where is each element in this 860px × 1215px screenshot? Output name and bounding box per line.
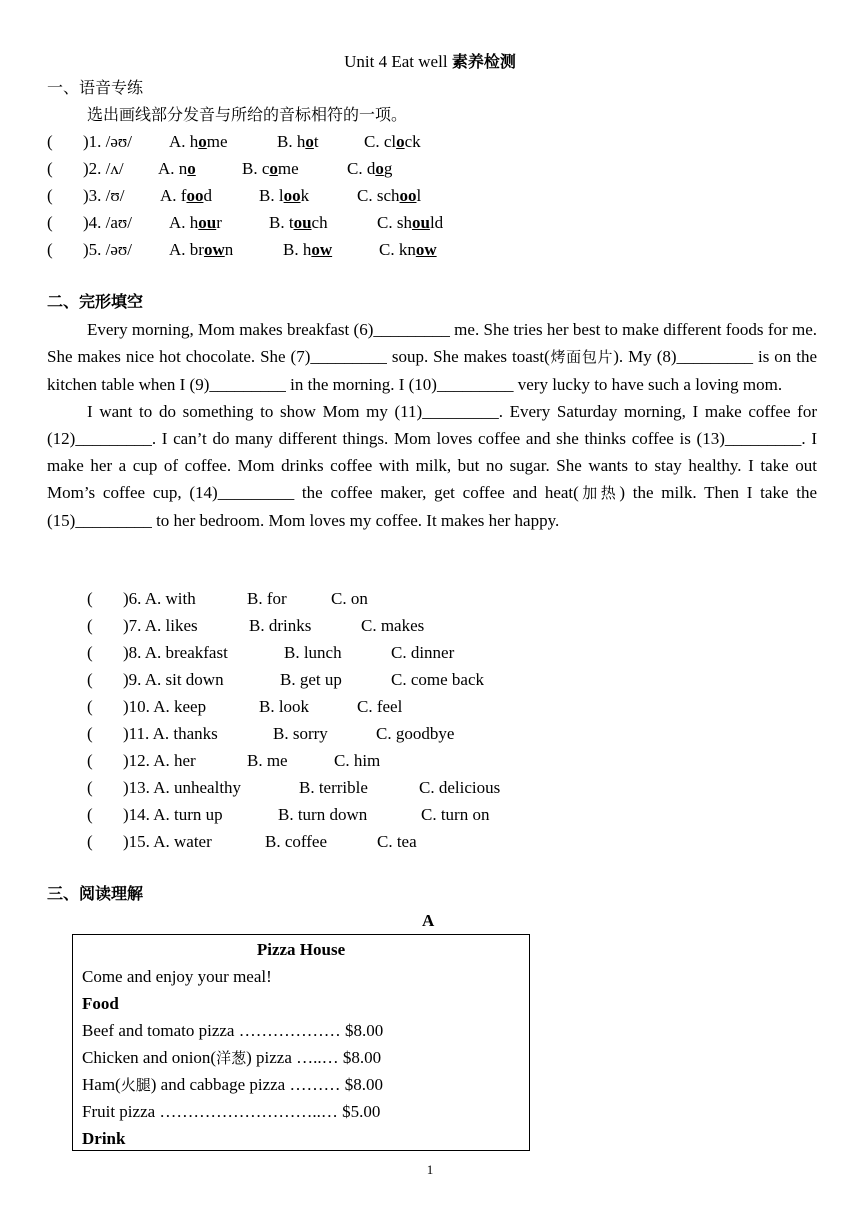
menu-item-text: Chicken and onion( — [82, 1048, 217, 1067]
option-b: B. look — [259, 697, 310, 716]
option-c: C. come back — [391, 670, 484, 689]
option-text: A. h — [169, 132, 199, 151]
passage-text: is on the kitchen table when I (9) — [47, 347, 817, 394]
passage-text: ) the milk. Then I take the (15) — [47, 483, 817, 530]
menu-title: Pizza House — [256, 940, 346, 959]
passage-text: soup. She makes toast( — [386, 347, 550, 366]
option-a: )9. A. sit down — [123, 670, 224, 689]
question-number: )2. /ʌ/ — [83, 159, 124, 178]
cloze-option-row — [0, 832, 860, 852]
cloze-option-row — [0, 643, 860, 663]
answer-bracket: ( — [87, 805, 93, 824]
option-b: B. lunch — [284, 643, 342, 662]
cloze-option-row — [0, 751, 860, 771]
underlined-letters: ow — [415, 240, 437, 259]
underlined-letters: oo — [399, 186, 417, 205]
menu-item — [82, 1075, 383, 1095]
answer-bracket: ( — [87, 670, 93, 689]
question-number: )4. /aʊ/ — [83, 213, 132, 232]
option-text: ck — [404, 132, 421, 151]
phonetics-question — [0, 213, 860, 233]
option-text: C. d — [347, 159, 376, 178]
option-a — [160, 186, 212, 206]
answer-blank: _________ — [75, 511, 152, 530]
option-b: B. sorry — [273, 724, 328, 743]
option-c: C. on — [331, 589, 368, 608]
option-c — [377, 213, 443, 233]
option-c: C. dinner — [391, 643, 455, 662]
answer-blank: _________ — [676, 347, 754, 366]
answer-bracket: ( — [87, 832, 93, 851]
answer-bracket: ( — [87, 724, 93, 743]
underlined-letters: oo — [186, 186, 204, 205]
option-text: g — [383, 159, 393, 178]
underlined-letters: o — [198, 132, 207, 151]
option-a: )12. A. her — [123, 751, 196, 770]
answer-bracket: ( — [87, 778, 93, 797]
menu-drink-heading: Drink — [82, 1129, 126, 1148]
answer-bracket: ( — [47, 159, 53, 178]
chinese-gloss: 洋葱 — [216, 1049, 247, 1067]
option-text: B. t — [269, 213, 294, 232]
option-a: )14. A. turn up — [123, 805, 223, 824]
option-b — [269, 213, 328, 233]
answer-blank: _________ — [422, 402, 499, 421]
passage-text: . Every Saturday morning, I make coffee for (12) — [47, 402, 817, 448]
option-c: C. him — [334, 751, 381, 770]
chinese-gloss: 烤面包片 — [549, 348, 614, 366]
option-a — [158, 159, 196, 179]
option-text: A. f — [160, 186, 187, 205]
cloze-option-row — [0, 805, 860, 825]
passage-text: . I can’t do many different things. Mom loves coffee and she thinks coffee is (13) — [151, 429, 725, 448]
option-b — [283, 240, 332, 260]
option-text: B. c — [242, 159, 270, 178]
option-text: me — [277, 159, 299, 178]
option-a: )8. A. breakfast — [123, 643, 228, 662]
option-a: )11. A. thanks — [123, 724, 218, 743]
option-text: B. l — [259, 186, 284, 205]
answer-bracket: ( — [47, 240, 53, 259]
passage-text: . I make her a cup of coffee. Mom drinks coffee with milk, but no sugar. She wants to stay healthy. I take out Mom’s coffee cup, (14) — [47, 429, 817, 502]
menu-item — [82, 1021, 383, 1041]
section-1-instruction: 选出画线部分发音与所给的音标相符的一项。 — [87, 105, 408, 124]
option-a: )7. A. likes — [123, 616, 198, 635]
answer-bracket: ( — [87, 616, 93, 635]
pizza-menu — [72, 934, 530, 1151]
menu-item-text: Beef and tomato pizza ……………… $8.00 — [82, 1021, 384, 1040]
passage-label: A — [422, 911, 435, 930]
answer-bracket: ( — [87, 589, 93, 608]
answer-bracket: ( — [87, 697, 93, 716]
option-text: C. sh — [377, 213, 412, 232]
menu-item — [82, 1102, 380, 1122]
option-c — [357, 186, 421, 206]
option-b: B. for — [247, 589, 287, 608]
passage-text: I want to do something to show Mom my (11) — [87, 402, 423, 421]
answer-blank: _________ — [217, 483, 295, 502]
option-a: )10. A. keep — [123, 697, 207, 716]
underlined-letters: o — [269, 159, 278, 178]
option-text: C. cl — [364, 132, 397, 151]
option-text: d — [203, 186, 212, 205]
option-b: B. drinks — [249, 616, 312, 635]
question-number: )5. /əʊ/ — [83, 240, 132, 259]
cloze-option-row — [0, 724, 860, 744]
question-number: )3. /ʊ/ — [83, 186, 125, 205]
phonetics-question — [0, 132, 860, 152]
option-a — [169, 240, 233, 260]
menu-item-text: Ham( — [82, 1075, 121, 1094]
answer-bracket: ( — [47, 186, 53, 205]
option-c: C. delicious — [419, 778, 501, 797]
menu-food-heading: Food — [82, 994, 119, 1013]
chinese-gloss: 加热 — [578, 484, 620, 502]
option-text: n — [224, 240, 234, 259]
option-b — [259, 186, 309, 206]
menu-item-text: Fruit pizza ………………………..… $5.00 — [82, 1102, 381, 1121]
option-a — [169, 213, 222, 233]
option-b: B. turn down — [278, 805, 368, 824]
underlined-letters: ou — [411, 213, 430, 232]
cloze-option-row — [0, 589, 860, 609]
underlined-letters: ou — [198, 213, 217, 232]
option-text: A. n — [158, 159, 188, 178]
option-text: ld — [429, 213, 444, 232]
passage-text: in the morning. I (10) — [285, 375, 437, 394]
option-c — [347, 159, 392, 179]
option-text: me — [206, 132, 228, 151]
option-text: C. sch — [357, 186, 400, 205]
underlined-letters: ou — [293, 213, 312, 232]
option-b: B. coffee — [265, 832, 327, 851]
section-1-heading: 一、语音专练 — [47, 78, 144, 97]
question-number: )1. /əʊ/ — [83, 132, 132, 151]
option-text: A. br — [169, 240, 204, 259]
option-a — [169, 132, 228, 152]
section-3-heading: 三、阅读理解 — [47, 884, 144, 903]
option-c: C. turn on — [421, 805, 490, 824]
cloze-option-row — [0, 697, 860, 717]
answer-bracket: ( — [87, 643, 93, 662]
answer-bracket: ( — [47, 213, 53, 232]
answer-bracket: ( — [47, 132, 53, 151]
menu-item-text: ) and cabbage pizza ……… $8.00 — [150, 1075, 383, 1094]
phonetics-question — [0, 159, 860, 179]
page-title: Unit 4 Eat well 素养检测 — [344, 52, 516, 71]
option-c: C. goodbye — [376, 724, 455, 743]
answer-blank: _________ — [209, 375, 286, 394]
chinese-gloss: 火腿 — [120, 1076, 151, 1094]
cloze-option-row — [0, 616, 860, 636]
cloze-paragraph-2 — [47, 398, 817, 534]
option-a: )13. A. unhealthy — [123, 778, 242, 797]
cloze-option-row — [0, 670, 860, 690]
underlined-letters: o — [375, 159, 384, 178]
answer-blank: _________ — [373, 320, 450, 339]
cloze-paragraph-1 — [47, 316, 817, 398]
option-text: r — [216, 213, 222, 232]
section-2-heading: 二、完形填空 — [47, 292, 144, 311]
menu-item — [82, 1048, 381, 1068]
option-b: B. get up — [280, 670, 342, 689]
underlined-letters: o — [305, 132, 314, 151]
passage-text: me. She tries her best to make different foods for me. She makes nice hot chocolate. She (7) — [47, 320, 817, 366]
page-number: 1 — [426, 1162, 434, 1177]
phonetics-question — [0, 186, 860, 206]
option-a: )15. A. water — [123, 832, 212, 851]
option-b: B. me — [247, 751, 288, 770]
option-text: B. h — [283, 240, 312, 259]
phonetics-question — [0, 240, 860, 260]
passage-text: to her bedroom. Mom loves my coffee. It makes her happy. — [151, 511, 560, 530]
option-c: C. feel — [357, 697, 403, 716]
option-text: C. kn — [379, 240, 416, 259]
option-text: l — [416, 186, 422, 205]
answer-bracket: ( — [87, 751, 93, 770]
answer-blank: _________ — [310, 347, 387, 366]
passage-text: the coffee maker, get coffee and heat( — [294, 483, 579, 502]
cloze-option-row — [0, 778, 860, 798]
underlined-letters: oo — [283, 186, 301, 205]
option-text: A. h — [169, 213, 199, 232]
answer-blank: _________ — [75, 429, 152, 448]
passage-text: very lucky to have such a loving mom. — [513, 375, 783, 394]
option-text: ch — [311, 213, 328, 232]
option-a: )6. A. with — [123, 589, 196, 608]
underlined-letters: ow — [203, 240, 225, 259]
option-text: B. h — [277, 132, 306, 151]
cloze-passage — [47, 316, 817, 534]
option-c — [379, 240, 437, 260]
underlined-letters: o — [396, 132, 405, 151]
option-b — [242, 159, 299, 179]
answer-blank: _________ — [724, 429, 802, 448]
option-text: k — [300, 186, 310, 205]
option-b — [277, 132, 319, 152]
underlined-letters: ow — [311, 240, 333, 259]
passage-text: ). My (8) — [613, 347, 677, 366]
menu-slogan: Come and enjoy your meal! — [82, 967, 272, 986]
underlined-letters: o — [187, 159, 196, 178]
option-b: B. terrible — [299, 778, 368, 797]
menu-item-text: ) pizza …..… $8.00 — [246, 1048, 382, 1067]
option-c — [364, 132, 421, 152]
option-text: t — [313, 132, 319, 151]
answer-blank: _________ — [436, 375, 514, 394]
passage-text: Every morning, Mom makes breakfast (6) — [87, 320, 374, 339]
option-c: C. tea — [377, 832, 417, 851]
option-c: C. makes — [361, 616, 425, 635]
